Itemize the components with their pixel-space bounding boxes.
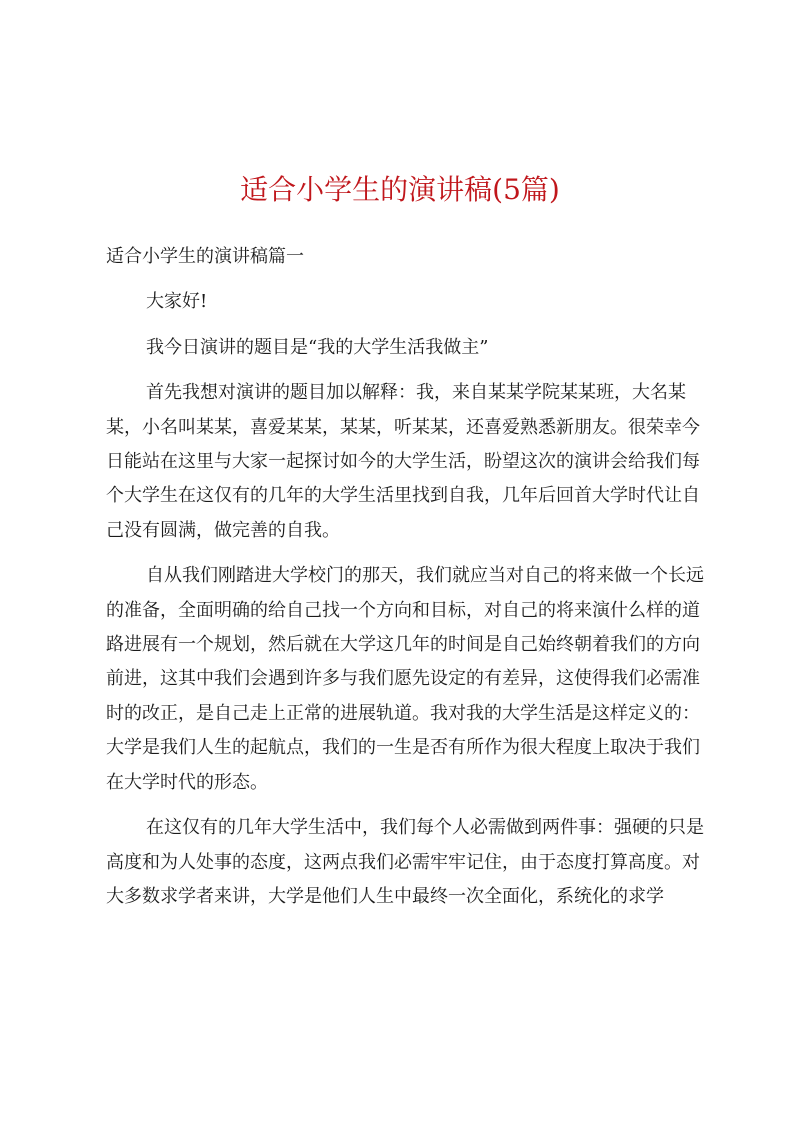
- paragraph-topic: 我今日演讲的题目是“我的大学生活我做主”: [146, 336, 489, 358]
- document-body: [106, 240, 706, 925]
- paragraph-attitude: 在这仅有的几年大学生活中，我们每个人必需做到两件事：强硬的只是高度和为人处事的态度，这两点我们必需牢牢记住，由于态度打算高度。对大多数求学者来讲，大学是他们人生中最终一次全面化，系统化的求学: [106, 817, 704, 907]
- section-heading: 适合小学生的演讲稿篇一: [106, 246, 304, 267]
- paragraph-planning: 自从我们刚踏进大学校门的那天，我们就应当对自己的将来做一个长远的准备，全面明确的给自己找一个方向和目标，对自己的将来演什么样的道路进展有一个规划，然后就在大学这几年的时间是自己始终朝着我们的方向前进，这其中我们会遇到许多与我们愿先设定的有差异，这使得我们必需准时的改正，是自己走上正常的进展轨道。我对我的大学生活是这样定义的：大学是我们人生的起航点，我们的一生是否有所作为很大程度上取决于我们在大学时代的形态。: [106, 565, 704, 793]
- document-title: 适合小学生的演讲稿(5篇): [240, 173, 560, 206]
- paragraph-introduction: 首先我想对演讲的题目加以解释：我，来自某某学院某某班，大名某某，小名叫某某，喜爱某某，某某，听某某，还喜爱熟悉新朋友。很荣幸今日能站在这里与大家一起探讨如今的大学生活，盼望这次的演讲会给我们每个大学生在这仅有的几年的大学生活里找到自我，几年后回首大学时代让自己没有圆满，做完善的自我。: [106, 382, 700, 541]
- paragraph-greeting: 大家好!: [146, 291, 208, 313]
